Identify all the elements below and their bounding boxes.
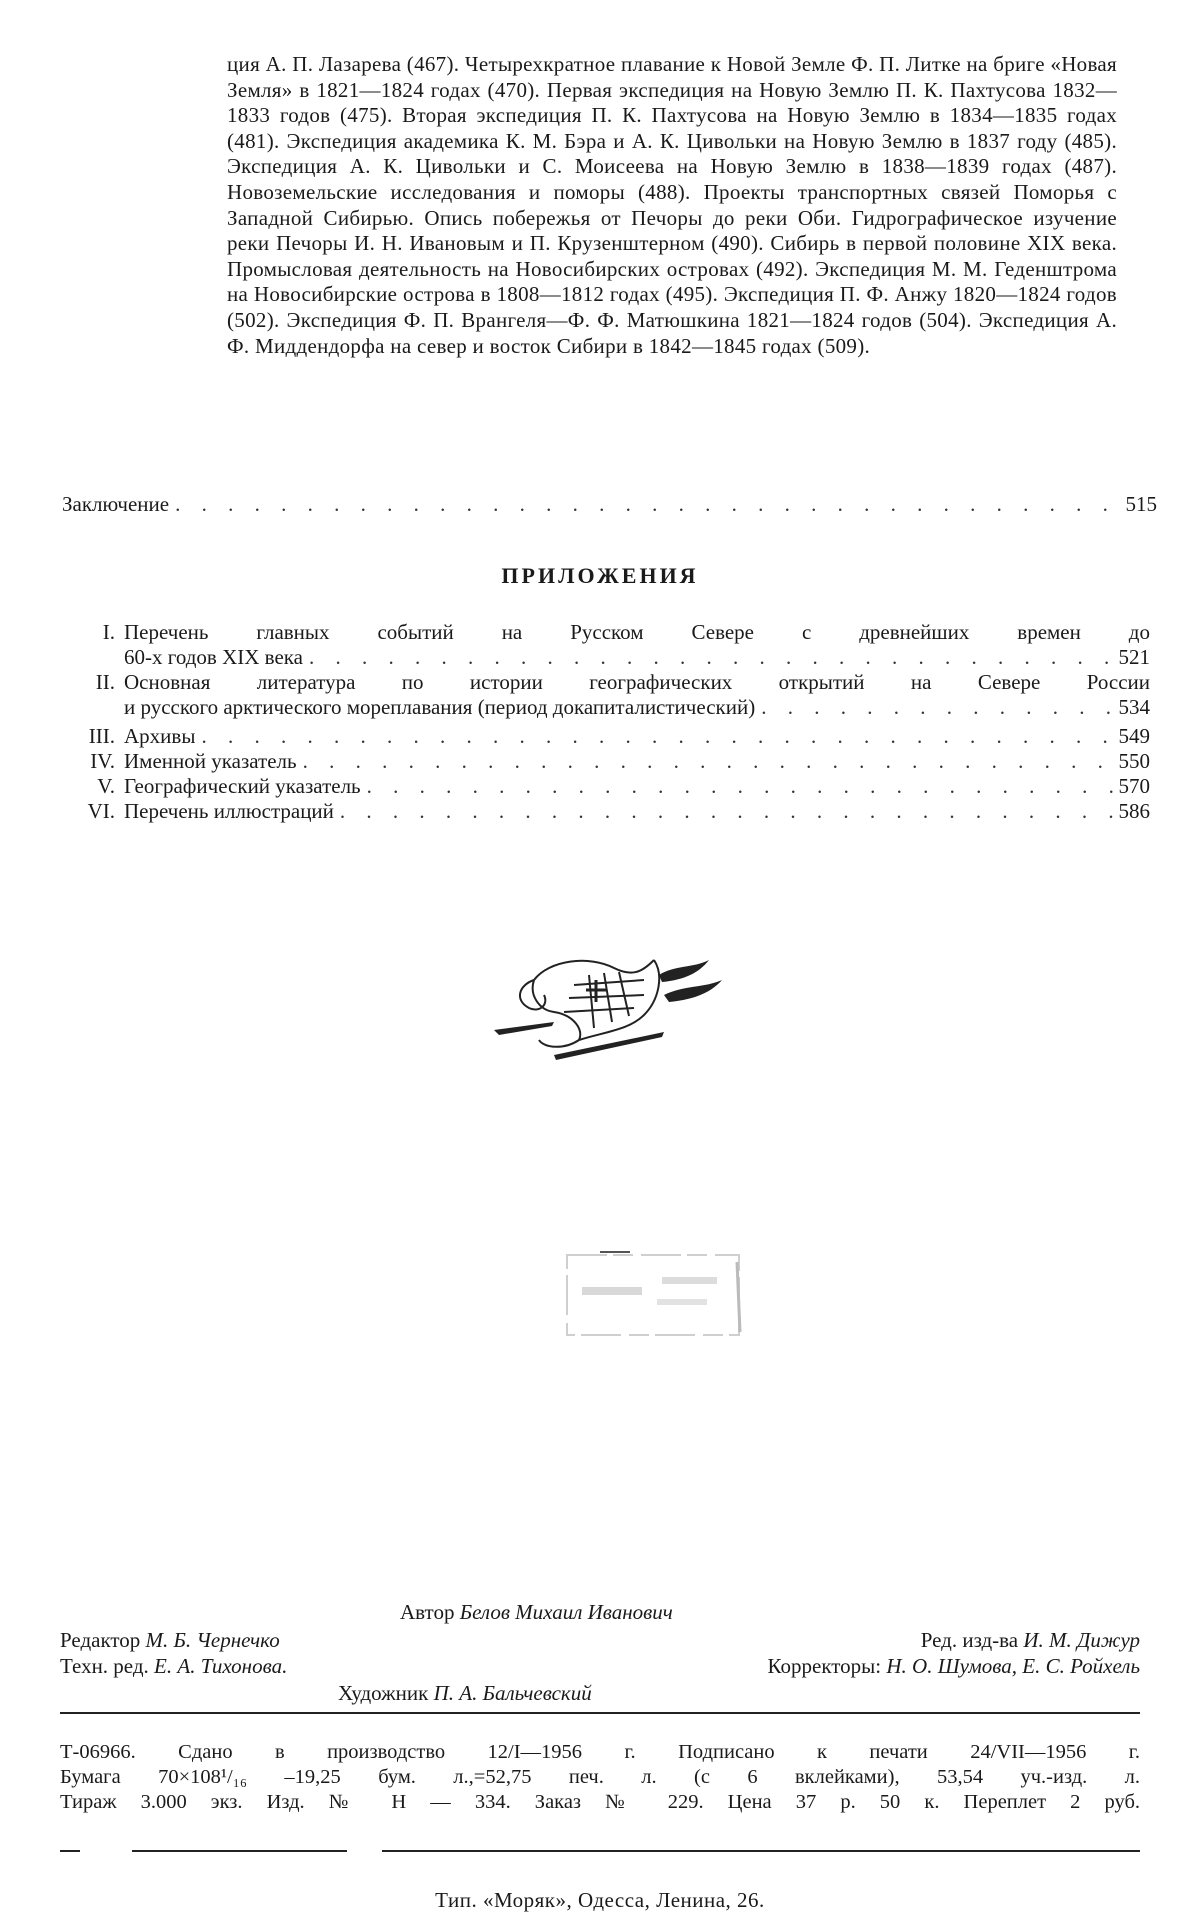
appendix-page: 549: [1118, 724, 1150, 748]
appendix-page: 586: [1118, 799, 1150, 823]
toc-entry-page: 515: [1125, 492, 1157, 516]
tech-editor-name: Е. А. Тихонова.: [154, 1654, 288, 1678]
appendix-page: 570: [1118, 774, 1150, 798]
appendix-item-3[interactable]: [60, 724, 1150, 749]
appendix-number: III.: [88, 724, 115, 748]
tech-correctors-line: [60, 1654, 1140, 1679]
appendix-page: 521: [1118, 645, 1150, 669]
appendix-page: 534: [1118, 695, 1150, 719]
dot-leader: [367, 774, 1113, 799]
appendix-number: I.: [102, 620, 115, 644]
dot-leader: [175, 491, 1119, 517]
editor-name: М. Б. Чернечко: [145, 1628, 280, 1652]
pub-editor-name: И. М. Дижур: [1023, 1628, 1140, 1652]
editor-credit: [60, 1628, 280, 1653]
artist-name: П. А. Бальчевский: [433, 1681, 592, 1705]
appendices-heading: ПРИЛОЖЕНИЯ: [501, 563, 699, 588]
author-name: Белов Михаил Иванович: [459, 1600, 673, 1624]
appendix-item-6[interactable]: [60, 799, 1150, 824]
scroll-map-emblem: [494, 940, 724, 1065]
divider-rule-long: [382, 1850, 1140, 1852]
imprint-block: [60, 1740, 1140, 1815]
imprint-line-2: Бумага 70×108¹/₁₆ –19,25 бум. л.,=52,75 печ. л. (с 6 вклейками), 53,54 уч.-изд. л.: [60, 1766, 1140, 1788]
appendix-number: IV.: [90, 749, 115, 773]
dot-leader: [201, 724, 1112, 749]
artist-label: Художник: [338, 1681, 429, 1705]
tech-editor-credit: [60, 1654, 287, 1679]
correctors-label: Корректоры:: [767, 1654, 882, 1678]
toc-entry-conclusion[interactable]: [62, 491, 1157, 517]
appendix-title-line2: и русского арктического мореплавания (период докапиталистический): [124, 695, 756, 719]
divider-rule-short: [60, 1850, 80, 1852]
appendix-title: Именной указатель: [124, 749, 297, 773]
dot-leader: [309, 645, 1113, 670]
appendix-item-4[interactable]: [60, 749, 1150, 774]
correctors-names: Н. О. Шумова, Е. С. Ройхель: [886, 1654, 1140, 1678]
divider-rule: [60, 1712, 1140, 1714]
appendix-title: Архивы: [124, 724, 196, 748]
appendix-item-2[interactable]: [60, 670, 1150, 722]
appendix-title: Перечень иллюстраций: [124, 799, 334, 823]
author-label: Автор: [400, 1600, 455, 1624]
appendix-title: Географический указатель: [124, 774, 361, 798]
editor-label: Редактор: [60, 1628, 141, 1652]
appendix-number: VI.: [87, 799, 115, 823]
author-line: [400, 1600, 673, 1625]
dot-leader: [303, 749, 1113, 774]
dot-leader: [340, 799, 1113, 824]
pub-editor-label: Ред. изд-ва: [920, 1628, 1019, 1652]
appendix-number: V.: [97, 774, 115, 798]
imprint-line-1: Т-06966. Сдано в производство 12/I—1956 г. Подписано к печати 24/VII—1956 г.: [60, 1741, 1140, 1763]
appendix-title-line1: Основная литература по истории географических открытий на Севере России: [124, 670, 1150, 694]
divider-rule-segment: [132, 1850, 347, 1852]
tech-editor-label: Техн. ред.: [60, 1654, 149, 1678]
toc-entry-label: Заключение: [62, 492, 170, 516]
editors-line: [60, 1628, 1140, 1653]
appendix-item-1[interactable]: [60, 620, 1150, 672]
artist-line: [338, 1681, 592, 1706]
printer-line: Тип. «Моряк», Одесса, Ленина, 26.: [435, 1888, 765, 1912]
toc-continuation-text: ция А. П. Лазарева (467). Четырехкратное плавание к Новой Земле Ф. П. Литке на бриге «Новая Земля» в 1821—1824 годах (470). Первая экспедиция на Новую Землю П. К. Пахтусова 1832—1833 годов (475). Вторая экспедиция П. К. Пахтусова на Новую Землю в 1834—1835 годах (481). Экспедиция академика К. М. Бэра и А. К. Цивольки на Новую Землю в 1837 году (485). Экспедиция А. К. Цивольки и С. Моисеева на Новую Землю в 1838—1839 годах (487). Новоземельские исследования и поморы (488). Проекты транспортных связей Поморья с Западной Сибирью. Опись побережья от Печоры до реки Оби. Гидрографическое изучение реки Печоры И. Н. Ивановым и П. Крузенштерном (490). Сибирь в первой половине XIX века. Промысловая деятельность на Новосибирских островах (492). Экспедиция М. М. Геденштрома на Новосибирские острова в 1808—1812 годах (495). Экспедиция П. Ф. Анжу 1820—1824 годов (502). Экспедиция Ф. П. Врангеля—Ф. Ф. Матюшкина 1821—1824 годов (504). Экспедиция А. Ф. Миддендорфа на север и восток Сибири в 1842—1845 годах (509).: [227, 52, 1117, 358]
correctors-credit: [768, 1654, 1140, 1679]
library-stamp: [562, 1247, 747, 1342]
appendix-item-5[interactable]: [60, 774, 1150, 799]
appendix-page: 550: [1118, 749, 1150, 773]
appendix-number: II.: [95, 670, 115, 694]
pub-editor-credit: [921, 1628, 1140, 1653]
appendix-title-line1: Перечень главных событий на Русском Севере с древнейших времен до: [124, 620, 1150, 644]
imprint-line-3: Тираж 3.000 экз. Изд. № Н — 334. Заказ № 229. Цена 37 р. 50 к. Переплет 2 руб.: [60, 1791, 1140, 1813]
appendix-title-line2: 60-х годов XIX века: [124, 645, 303, 669]
dot-leader: [761, 695, 1112, 720]
